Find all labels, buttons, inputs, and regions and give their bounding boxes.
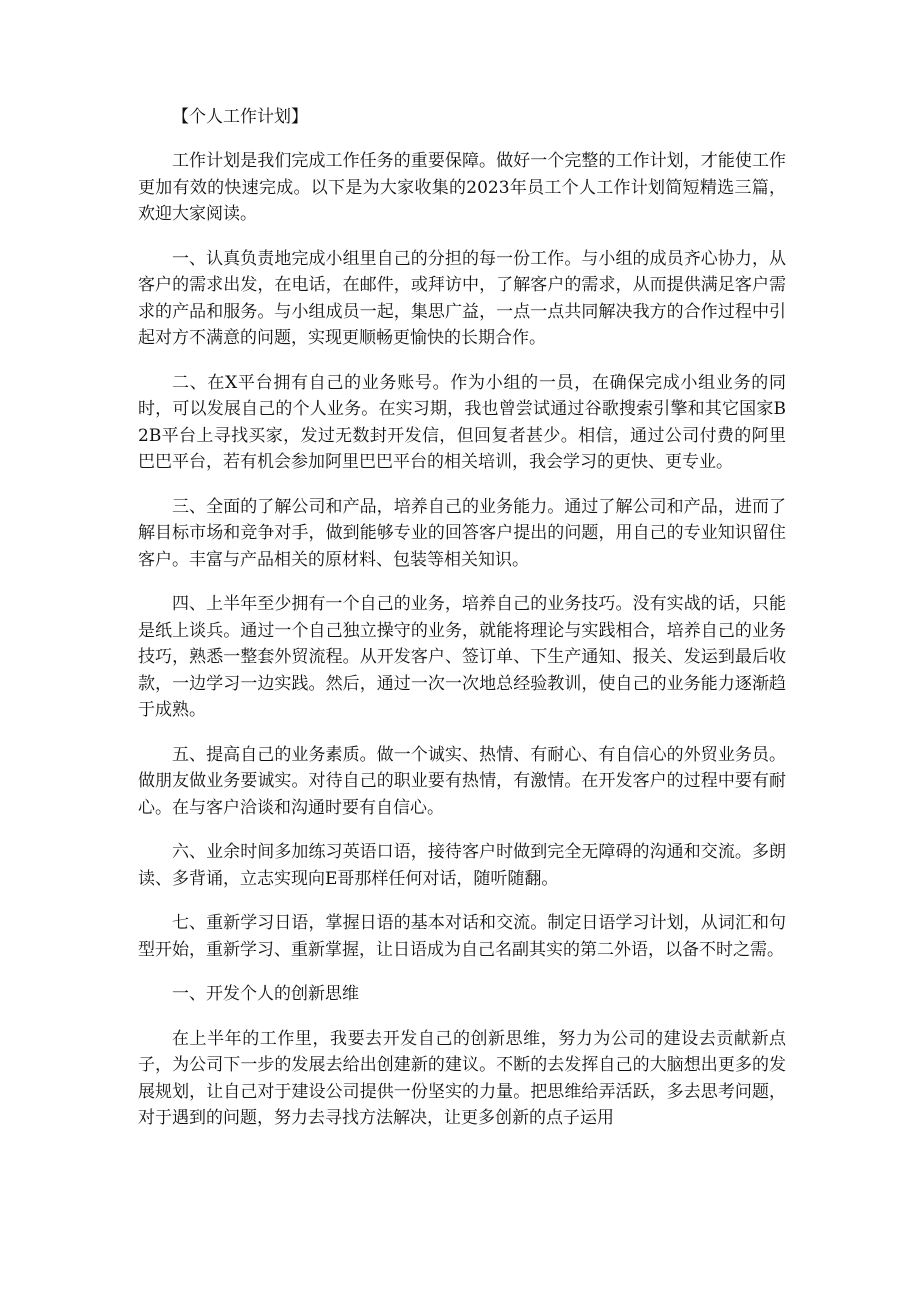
intro-paragraph: 工作计划是我们完成工作任务的重要保障。做好一个完整的工作计划，才能使工作更加有效的快速完成。以下是为大家收集的2023年员工个人工作计划简短精选三篇，欢迎大家阅读。 xyxy=(138,151,786,224)
plan-item-5: 五、提高自己的业务素质。做一个诚实、热情、有耐心、有自信心的外贸业务员。做朋友做业务要诚实。对待自己的职业要有热情，有激情。在开发客户的过程中要有耐心。在与客户洽谈和沟通时要有自信心。 xyxy=(138,744,786,818)
plan-item-2: 二、在X平台拥有自己的业务账号。作为小组的一员，在确保完成小组业务的同时，可以发展自己的个人业务。在实习期，我也曾尝试通过谷歌搜索引擎和其它国家B2B平台上寻找买家，发过无数封开发信，但回复者甚少。相信，通过公司付费的阿里巴巴平台，若有机会参加阿里巴巴平台的相关培训，我会学习的更快、更专业。 xyxy=(138,372,786,472)
plan-item-4: 四、上半年至少拥有一个自己的业务，培养自己的业务技巧。没有实战的话，只能是纸上谈兵。通过一个自己独立操守的业务，就能将理论与实践相合，培养自己的业务技巧，熟悉一整套外贸流程。从开发客户、签订单、下生产通知、报关、发运到最后收款，一边学习一边实践。然后，通过一次一次地总经验教训，使自己的业务能力逐渐趋于成熟。 xyxy=(138,594,786,720)
plan-item-1: 一、认真负责地完成小组里自己的分担的每一份工作。与小组的成员齐心协力，从客户的需求出发，在电话，在邮件，或拜访中，了解客户的需求，从而提供满足客户需求的产品和服务。与小组成员一起，集思广益，一点一点共同解决我方的合作过程中引起对方不满意的问题，实现更顺畅更愉快的长期合作。 xyxy=(138,248,786,348)
section-paragraph: 在上半年的工作里，我要去开发自己的创新思维，努力为公司的建设去贡献新点子，为公司下一步的发展去给出创建新的建议。不断的去发挥自己的大脑想出更多的发展规划，让自己对于建设公司提供一份坚实的力量。把思维给弄活跃，多去思考问题，对于遇到的问题，努力去寻找方法解决，让更多创新的点子运用 xyxy=(138,1028,786,1128)
plan-item-7: 七、重新学习日语，掌握日语的基本对话和交流。制定日语学习计划，从词汇和句型开始，重新学习、重新掌握，让日语成为自己名副其实的第二外语，以备不时之需。 xyxy=(138,913,786,960)
plan-item-6: 六、业余时间多加练习英语口语，接待客户时做到完全无障碍的沟通和交流。多朗读、多背诵，立志实现向E哥那样任何对话，随听随翻。 xyxy=(138,842,786,889)
document-body xyxy=(138,104,786,1132)
section-heading: 一、开发个人的创新思维 xyxy=(172,984,359,1004)
plan-item-3: 三、全面的了解公司和产品，培养自己的业务能力。通过了解公司和产品，进而了解目标市场和竞争对手，做到能够专业的回答客户提出的问题，用自己的专业知识留住客户。丰富与产品相关的原材料、包装等相关知识。 xyxy=(138,496,786,570)
document-title: 【个人工作计划】 xyxy=(172,107,308,127)
